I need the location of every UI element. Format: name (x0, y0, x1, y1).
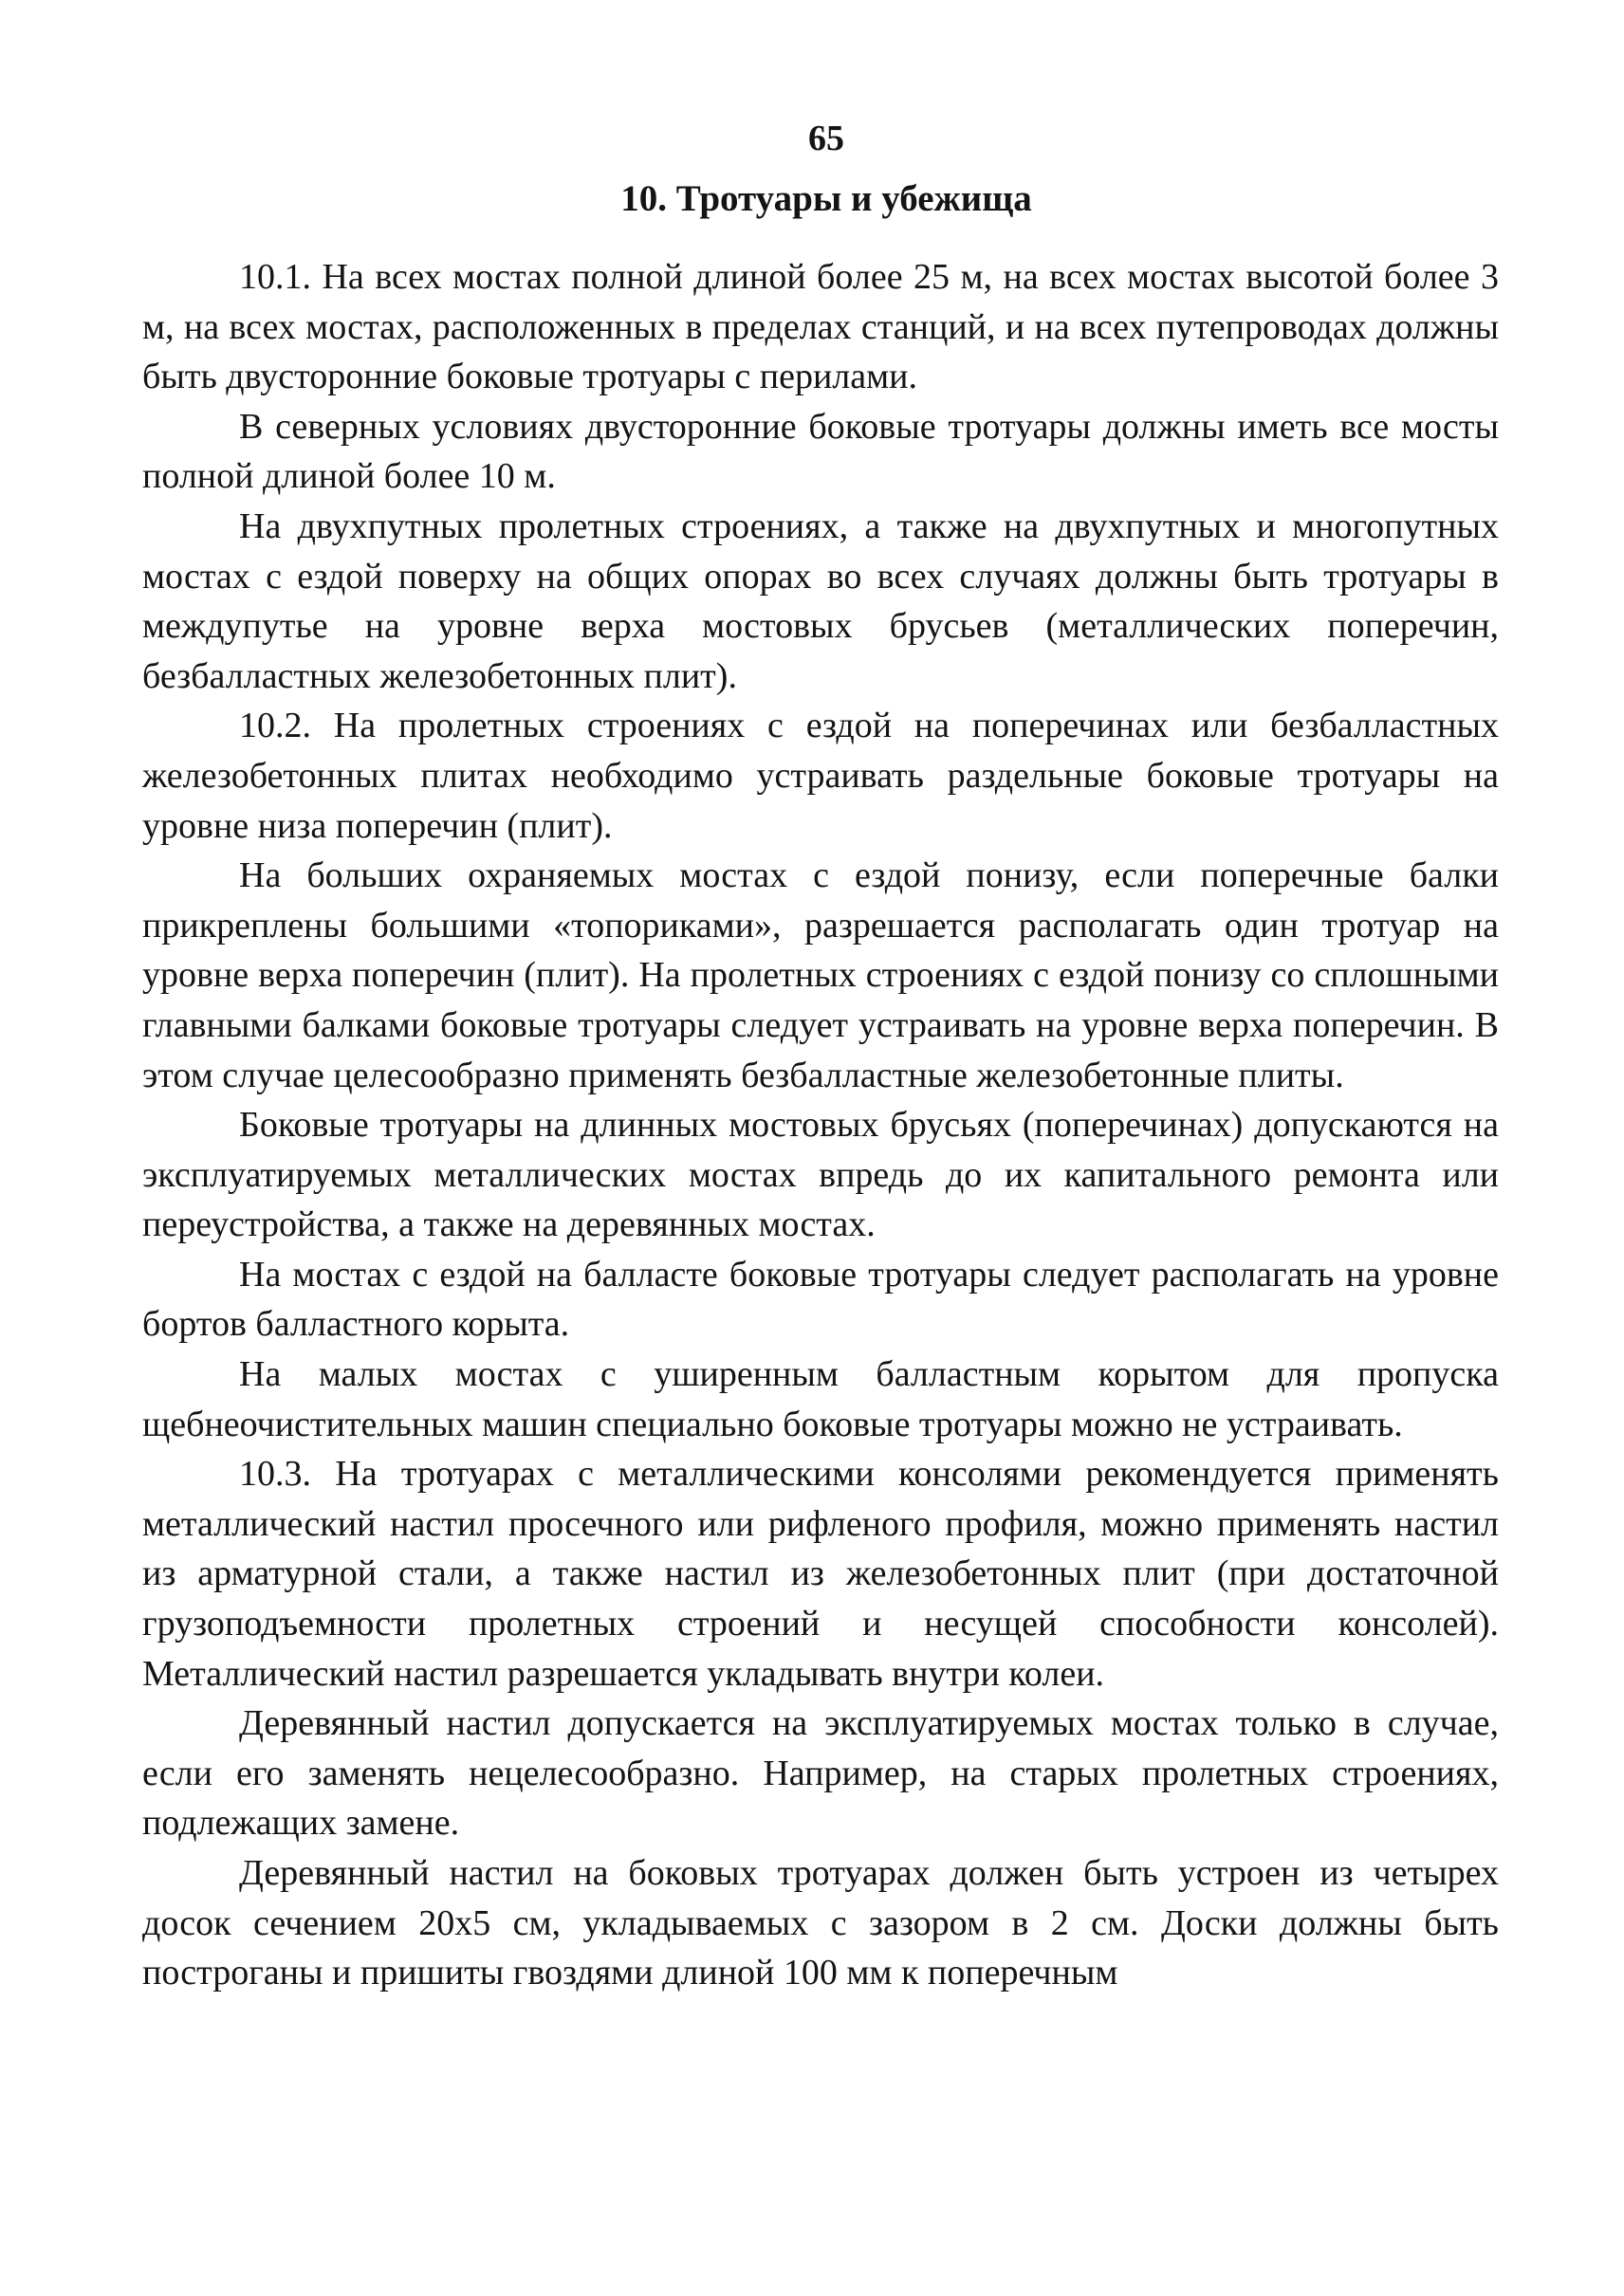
paragraph-small-bridges: На малых мостах с уширенным балластным корытом для пропуска щебнеочистительных машин специально боковые тротуары можно не устраивать. (142, 1354, 1499, 1444)
page-number: 65 (808, 119, 844, 158)
paragraph-wooden-deck-allowed: Деревянный настил допускается на эксплуатируемых мостах только в случае, если его заменять нецелесообразно. Например, на старых пролетных строениях, подлежащих замене. (142, 1703, 1499, 1844)
document-page (142, 114, 1499, 1998)
paragraph-10-1: 10.1. На всех мостах полной длиной более 25 м, на всех мостах высотой более 3 м, на всех мостах, расположенных в пределах станций, и на всех путепроводах должны быть двусторонние боковые тротуары с перилами. (142, 257, 1499, 397)
paragraph-double-track: На двухпутных пролетных строениях, а также на двухпутных и многопутных мостах с ездой поверху на общих опорах во всех случаях должны быть тротуары в междупутье на уровне верха мостовых брусьев (металлических поперечин, безбалластных железобетонных плит). (142, 505, 1499, 696)
paragraph-10-2: 10.2. На пролетных строениях с ездой на поперечинах или безбалластных железобетонных плитах необходимо устраивать раздельные боковые тротуары на уровне низа поперечин (плит). (142, 706, 1499, 846)
paragraph-ballast: На мостах с ездой на балласте боковые тротуары следует располагать на уровне бортов балластного корыта. (142, 1254, 1499, 1345)
paragraph-wooden-deck-boards: Деревянный настил на боковых тротуарах должен быть устроен из четырех досок сечением 20x5 см, укладываемых с зазором в 2 см. Доски должны быть построганы и пришиты гвоздями длиной 100 мм к поперечным (142, 1853, 1499, 1993)
paragraph-large-guarded-bridges: На больших охраняемых мостах с ездой понизу, если поперечные балки прикреплены большими «топориками», разрешается располагать один тротуар на уровне верха поперечин (плит). На пролетных строениях с ездой понизу со сплошными главными балками боковые тротуары следует устраивать на уровне верха поперечин. В этом случае целесообразно применять безбалластные железобетонные плиты. (142, 855, 1499, 1095)
section-body (142, 252, 1499, 1998)
paragraph-long-beams: Боковые тротуары на длинных мостовых брусьях (поперечинах) допускаются на эксплуатируемых металлических мостах впредь до их капитального ремонта или переустройства, а также на деревянных мостах. (142, 1105, 1499, 1245)
section-title: 10. Тротуары и убежища (620, 178, 1032, 219)
paragraph-northern-conditions: В северных условиях двусторонние боковые тротуары должны иметь все мосты полной длиной более 10 м. (142, 406, 1499, 497)
paragraph-10-3: 10.3. На тротуарах с металлическими консолями рекомендуется применять металлический настил просечного или рифленого профиля, можно применять настил из арматурной стали, а также настил из железобетонных плит (при достаточной грузоподъемности пролетных строений и несущей способности консолей). Металлический настил разрешается укладывать внутри колеи. (142, 1454, 1499, 1694)
